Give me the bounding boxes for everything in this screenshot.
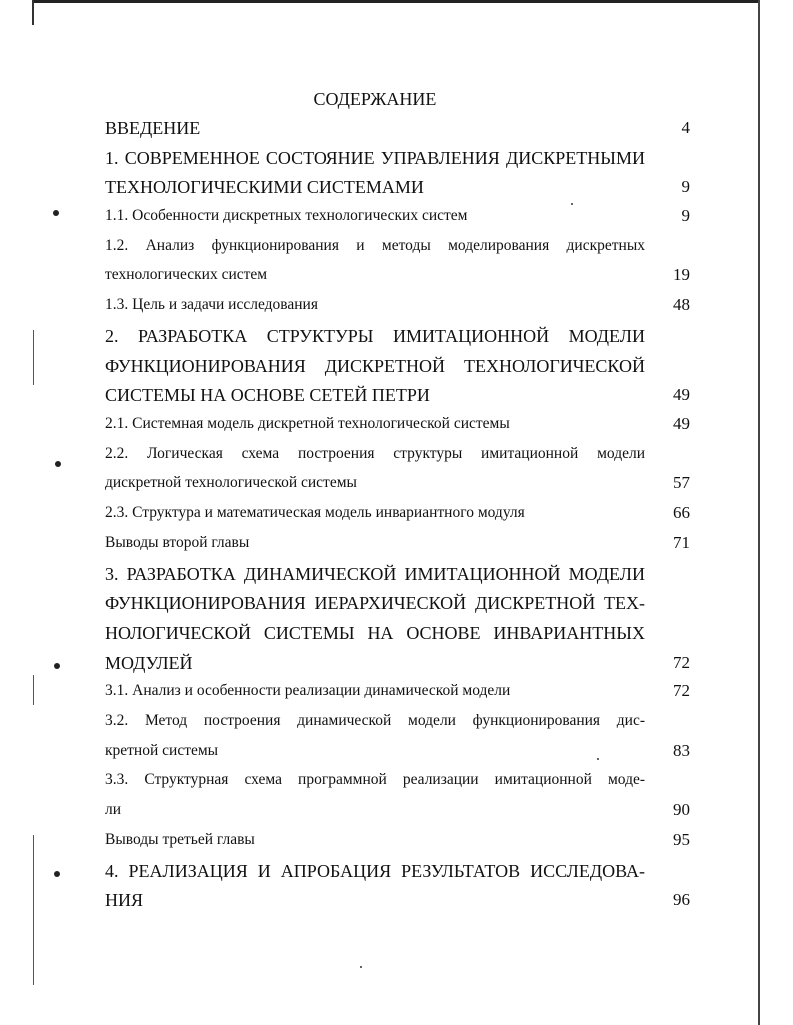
toc-page-number: 49 (673, 385, 690, 405)
toc-entry-text: 1. СОВРЕМЕННОЕ СОСТОЯНИЕ УПРАВЛЕНИЯ ДИСКРЕТНЫМИ (105, 147, 645, 168)
margin-mark (33, 330, 34, 385)
toc-entry-text: 3.3. Структурная схема программной реализации имитационной моде- (105, 771, 645, 789)
toc-entry-text: 1.1. Особенности дискретных технологических систем (105, 207, 468, 225)
toc-entry-text: НИЯ (105, 890, 144, 911)
toc-entry-text: 3.2. Метод построения динамической модели функционирования дис- (105, 712, 645, 729)
toc-page-number: 72 (673, 652, 690, 672)
toc-entry-text: кретной системы (105, 741, 219, 759)
scan-border-top (34, 0, 760, 3)
toc-entry-text: дискретной технологической системы (105, 474, 357, 492)
toc-page-number: 4 (681, 118, 690, 137)
toc-entry-text: ФУНКЦИОНИРОВАНИЯ ИЕРАРХИЧЕСКОЙ ДИСКРЕТНОЙ ТЕХ- (105, 593, 645, 614)
toc-page-number: 49 (673, 414, 690, 433)
toc-entry-text: 4. РЕАЛИЗАЦИЯ И АПРОБАЦИЯ РЕЗУЛЬТАТОВ ИССЛЕДОВА- (105, 860, 645, 881)
toc-entry-text: 2.2. Логическая схема построения структуры имитационной модели (105, 444, 645, 462)
toc-page-number: 9 (681, 177, 690, 197)
toc-entry-text: 1.2. Анализ функционирования и методы моделирования дискретных (105, 236, 645, 254)
toc-page-number: 9 (681, 206, 690, 226)
scan-border-left (32, 0, 34, 25)
toc-entry-text: Выводы третьей главы (105, 830, 255, 848)
punch-hole-mark (54, 663, 60, 669)
punch-hole-mark (55, 461, 61, 467)
toc-page-number: 83 (673, 740, 690, 760)
page-title: СОДЕРЖАНИЕ (313, 89, 437, 109)
toc-page-number: 90 (673, 800, 690, 820)
toc-page-number: 95 (673, 829, 690, 849)
toc-page-number: 48 (673, 295, 690, 315)
toc-entry-text: ФУНКЦИОНИРОВАНИЯ ДИСКРЕТНОЙ ТЕХНОЛОГИЧЕСКОЙ (105, 355, 645, 376)
scan-border-right (758, 0, 760, 1025)
scan-speck (360, 966, 362, 968)
scan-speck (571, 203, 573, 205)
punch-hole-mark (53, 210, 59, 216)
toc-entry-text: МОДУЛЕЙ (105, 652, 193, 673)
margin-mark (33, 835, 34, 985)
toc-page-number: 96 (673, 890, 690, 910)
punch-hole-mark (54, 871, 60, 877)
toc-entry-text: ли (105, 801, 122, 819)
toc-entry-text: 1.3. Цель и задачи исследования (105, 296, 318, 314)
toc-entry-text: СИСТЕМЫ НА ОСНОВЕ СЕТЕЙ ПЕТРИ (105, 385, 430, 406)
toc-entry-text: 2.3. Структура и математическая модель инвариантного модуля (105, 504, 525, 522)
toc-entry-text: технологических систем (105, 266, 268, 284)
toc-entry-text: 2.1. Системная модель дискретной технологической системы (105, 415, 510, 432)
toc-page-number: 57 (673, 473, 690, 493)
toc-page-number: 71 (673, 532, 690, 552)
toc-page-number: 72 (673, 681, 690, 701)
toc-entry-text: 3.1. Анализ и особенности реализации динамической модели (105, 682, 511, 700)
toc-entry-text: 2. РАЗРАБОТКА СТРУКТУРЫ ИМИТАЦИОННОЙ МОДЕЛИ (105, 325, 645, 346)
toc-entry-text: ТЕХНОЛОГИЧЕСКИМИ СИСТЕМАМИ (105, 177, 424, 198)
toc-entry-text: 3. РАЗРАБОТКА ДИНАМИЧЕСКОЙ ИМИТАЦИОННОЙ МОДЕЛИ (105, 563, 645, 584)
toc-page-number: 19 (673, 265, 690, 285)
toc-entry-text: НОЛОГИЧЕСКОЙ СИСТЕМЫ НА ОСНОВЕ ИНВАРИАНТНЫХ (105, 622, 645, 643)
toc-entry-text: ВВЕДЕНИЕ (105, 118, 201, 138)
margin-mark (33, 675, 34, 705)
toc-page-number: 66 (673, 503, 690, 523)
toc-entry-text: Выводы второй главы (105, 533, 250, 551)
